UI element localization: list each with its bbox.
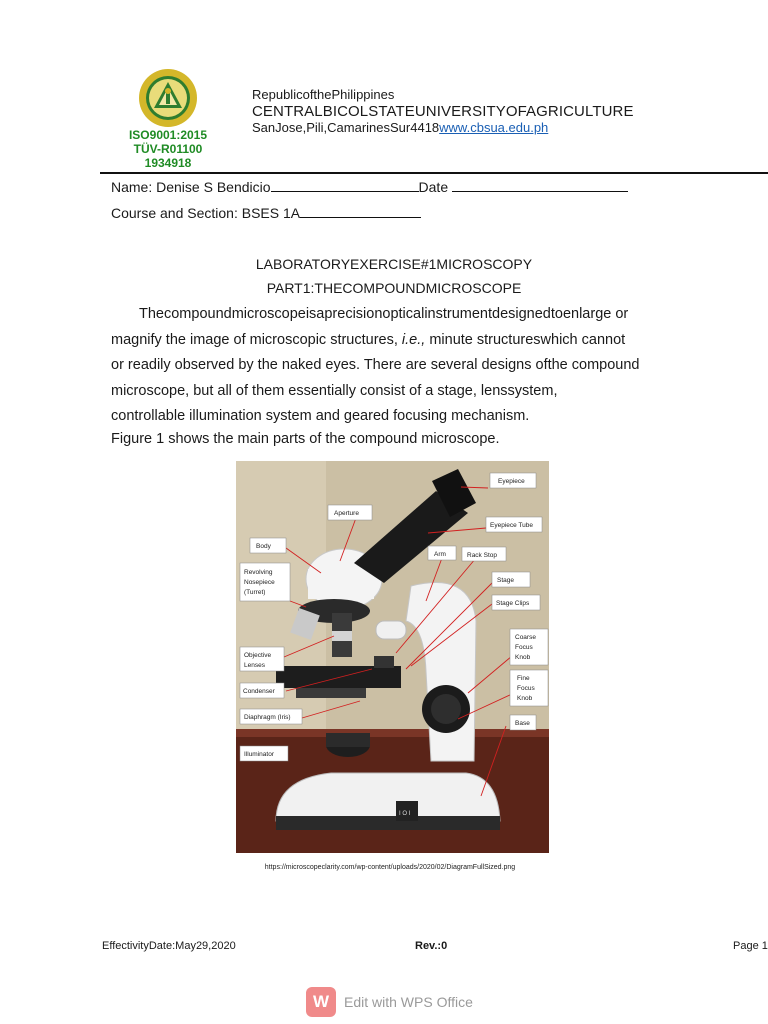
- label-body: Body: [256, 543, 271, 550]
- university-name: CENTRALBICOLSTATEUNIVERSITYOFAGRICULTURE: [252, 103, 634, 120]
- wps-edit-text: Edit with WPS Office: [344, 994, 473, 1010]
- revision: Rev.:0: [415, 940, 448, 952]
- paragraph-line: controllable illumination system and geared focusing mechanism.: [111, 408, 530, 425]
- label-coarse-focus: Focus: [515, 644, 533, 651]
- paragraph-line: microscope, but all of them essentially consist of a stage, lenssystem,: [111, 382, 558, 399]
- label-stage-clips: Stage Clips: [496, 600, 530, 607]
- figure-intro: Figure 1 shows the main parts of the compound microscope.: [111, 431, 500, 447]
- label-aperture: Aperture: [334, 510, 359, 517]
- label-coarse-focus: Knob: [515, 654, 531, 661]
- label-objective-lenses: Lenses: [244, 662, 265, 669]
- label-condenser: Condenser: [243, 688, 275, 695]
- label-eyepiece-tube: Eyepiece Tube: [490, 522, 534, 529]
- wps-watermark[interactable]: [306, 987, 473, 1017]
- switch-label: I O I: [399, 811, 411, 817]
- wps-logo-icon: W: [306, 987, 336, 1017]
- label-nosepiece: Nosepiece: [244, 579, 275, 586]
- iso-line: TÜV-R01100: [133, 142, 203, 156]
- effectivity-date: EffectivityDate:May29,2020: [102, 940, 236, 952]
- course-label: Course and Section: BSES 1A: [111, 205, 301, 221]
- iso-line: ISO9001:2015: [128, 128, 208, 142]
- intro-paragraph: [111, 302, 674, 430]
- name-blank-line[interactable]: [271, 179, 419, 192]
- label-fine-focus: Knob: [517, 695, 533, 702]
- label-nosepiece: Revolving: [244, 569, 273, 576]
- course-blank-line[interactable]: [300, 205, 421, 218]
- figure-credit: https://microscopeclarity.com/wp-content/uploads/2020/02/DiagramFullSized.png: [264, 864, 516, 871]
- course-field-row: [111, 205, 421, 221]
- date-blank-line[interactable]: [452, 179, 628, 192]
- page-number: Page 1: [733, 940, 768, 952]
- label-nosepiece: (Turret): [244, 589, 266, 596]
- date-label: Date: [418, 179, 449, 195]
- republic-heading: RepublicofthePhilippines: [252, 87, 395, 102]
- paragraph-text: minute structureswhich cannot: [425, 331, 626, 348]
- paragraph-line: Thecompoundmicroscopeisaprecisionopticalinstrumentdesignedtoenlarge or: [139, 306, 629, 322]
- name-field-row: [111, 179, 628, 195]
- iso-certification: [112, 128, 224, 170]
- iso-line: 1934918: [144, 156, 192, 170]
- address-text: SanJose,Pili,CamarinesSur4418: [252, 120, 440, 135]
- label-objective-lenses: Objective: [244, 652, 272, 659]
- part-title: PART1:THECOMPOUNDMICROSCOPE: [266, 280, 522, 296]
- website-link[interactable]: www.cbsua.edu.ph: [439, 120, 549, 135]
- paragraph-italic: i.e.,: [401, 331, 426, 348]
- paragraph-text: magnify the image of microscopic structures,: [111, 331, 402, 348]
- label-rack-stop: Rack Stop: [467, 552, 497, 559]
- label-arm: Arm: [434, 551, 446, 558]
- label-stage: Stage: [497, 577, 514, 584]
- label-illuminator: Illuminator: [244, 751, 274, 758]
- address-line: [252, 120, 548, 135]
- label-base: Base: [515, 720, 530, 727]
- label-fine-focus: Fine: [517, 675, 530, 682]
- microscope-figure: [236, 461, 549, 853]
- header-divider: [100, 172, 768, 174]
- paragraph-line: [111, 328, 674, 354]
- university-seal: [138, 68, 198, 128]
- exercise-title: LABORATORYEXERCISE#1MICROSCOPY: [255, 256, 533, 272]
- paragraph-line: or readily observed by the naked eyes. There are several designs ofthe compound: [111, 357, 640, 374]
- name-label: Name: Denise S Bendicio: [111, 179, 271, 195]
- label-eyepiece: Eyepiece: [498, 478, 525, 485]
- label-fine-focus: Focus: [517, 685, 535, 692]
- label-diaphragm: Diaphragm (Iris): [244, 714, 291, 721]
- label-coarse-focus: Coarse: [515, 634, 536, 641]
